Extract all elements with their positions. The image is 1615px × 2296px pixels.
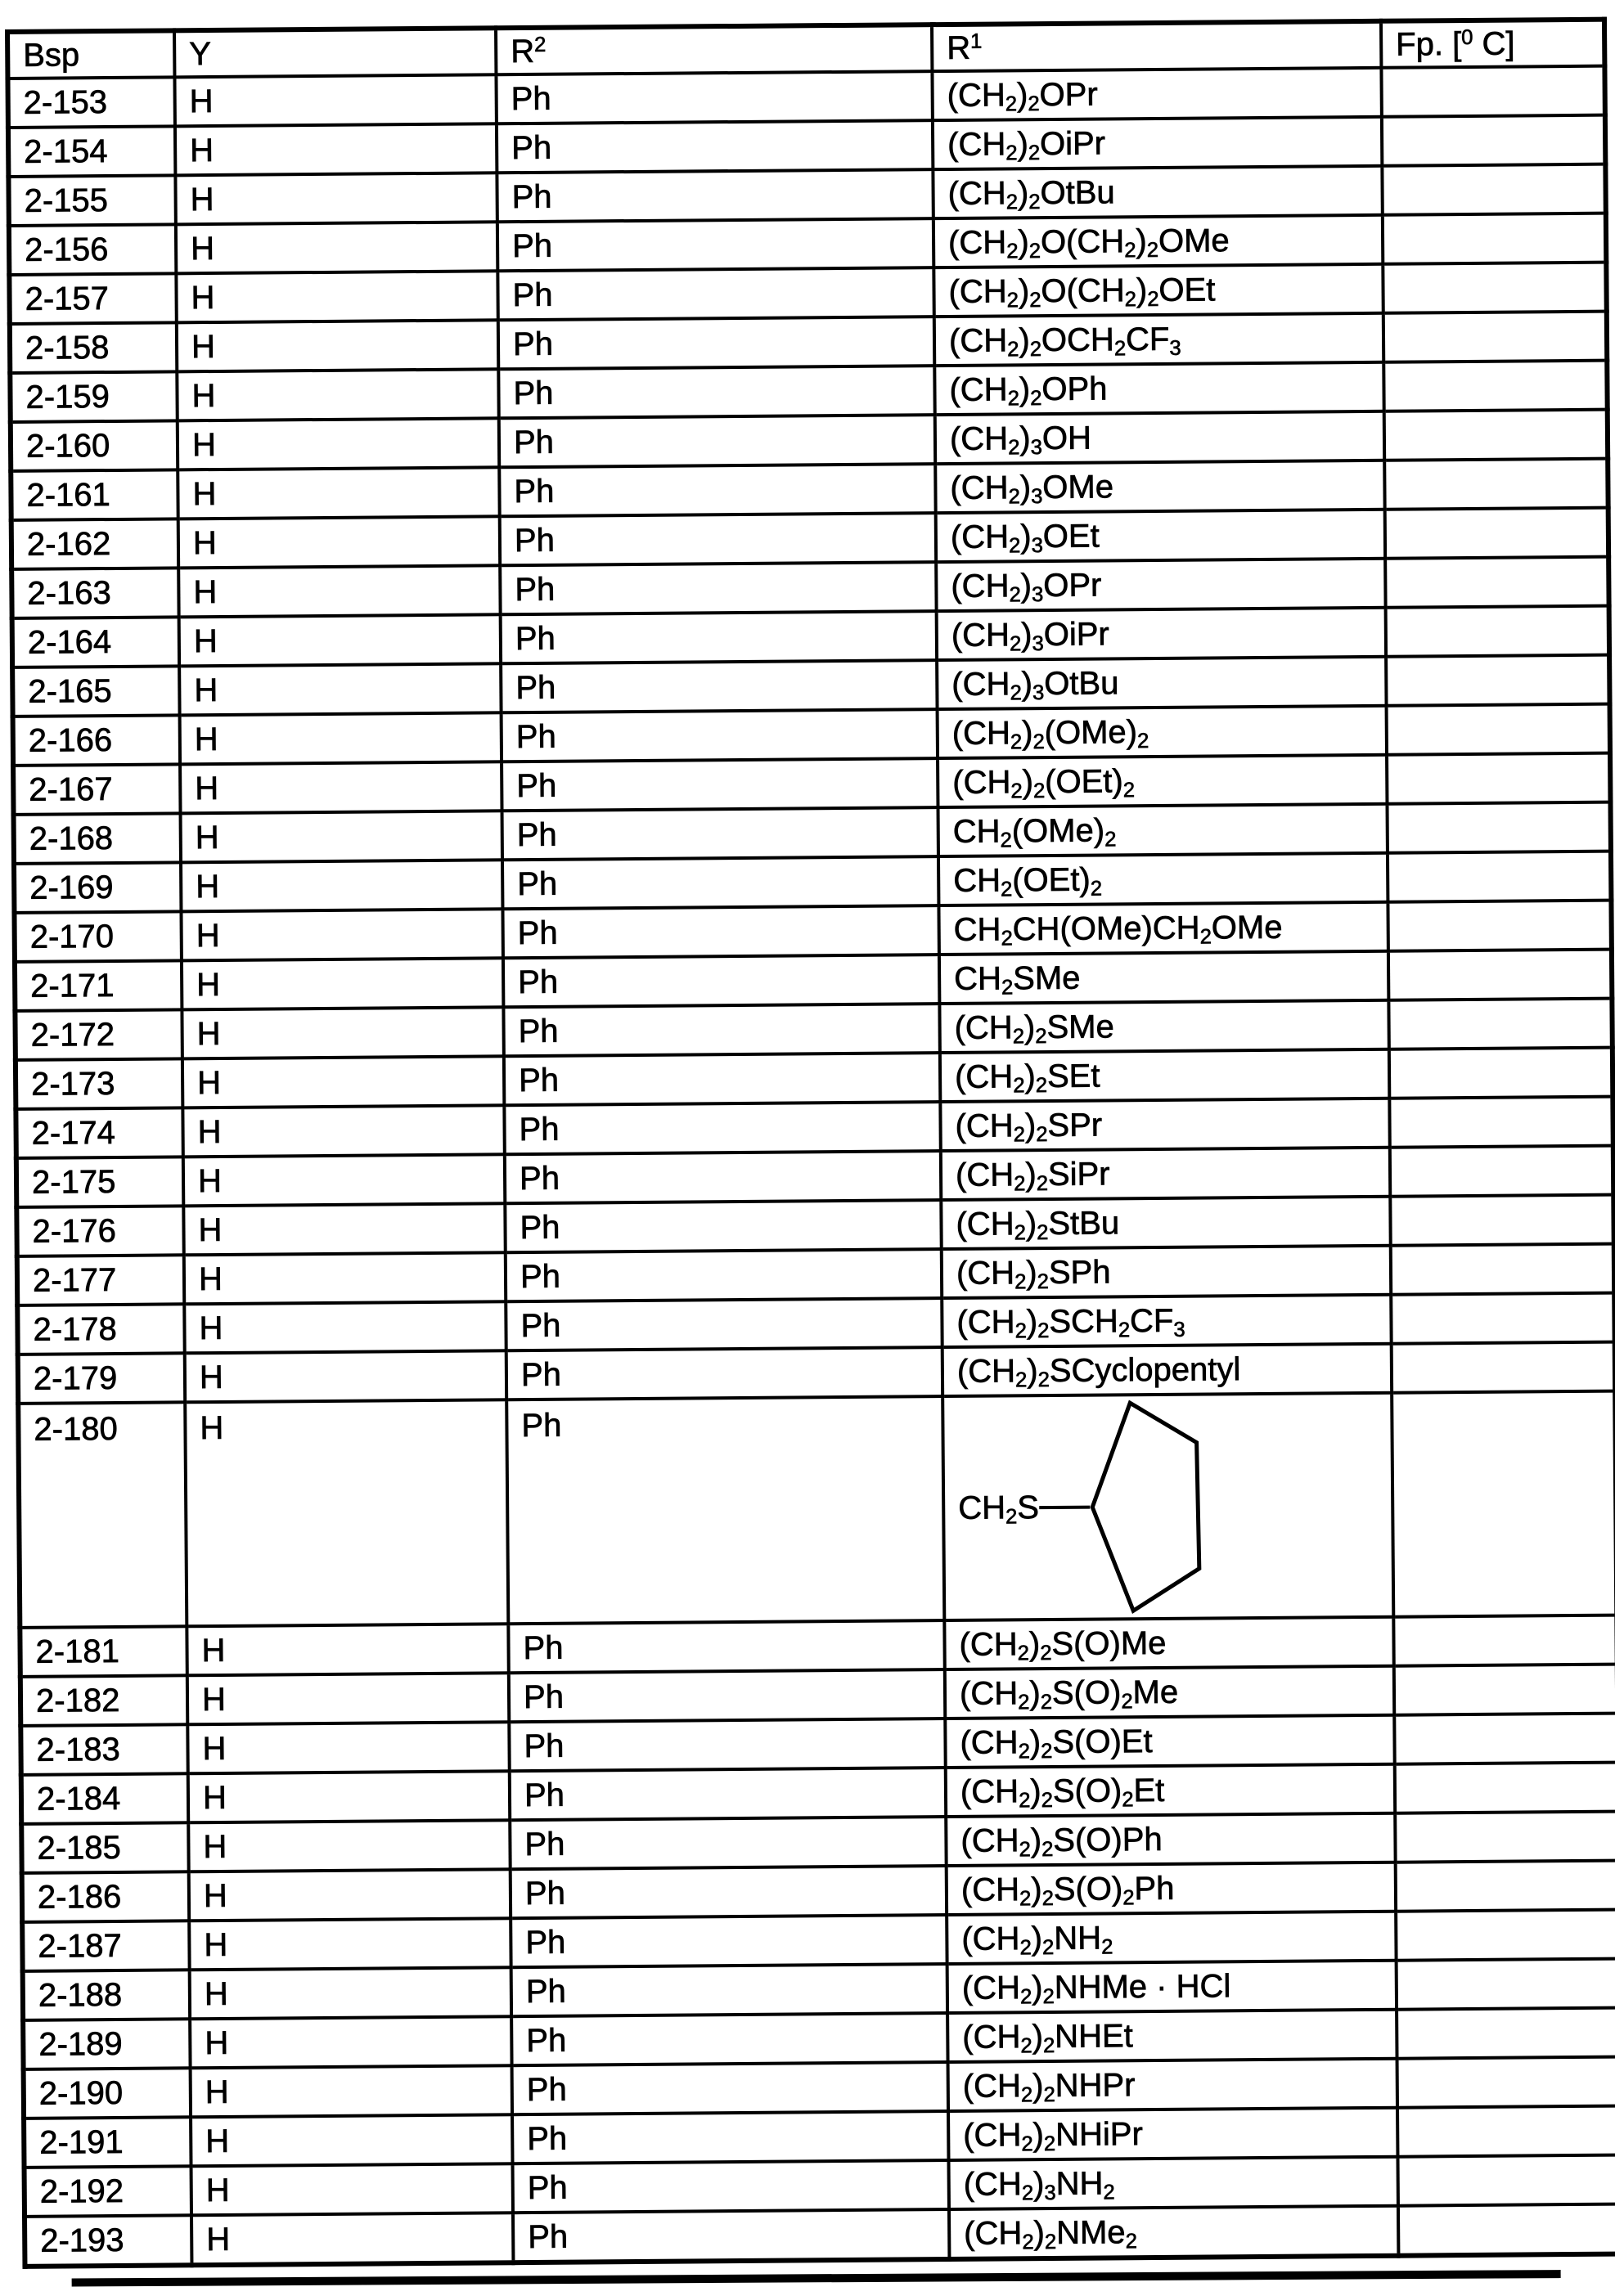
cell-y: H: [174, 74, 496, 126]
cell-r2: Ph: [497, 267, 933, 320]
cell-r1: $(CH_2)_2StBu$: [941, 1197, 1390, 1249]
cell-r2: Ph: [511, 1866, 947, 1918]
cell-r1: $(CH_2)_2OPh$: [934, 362, 1383, 415]
cell-y: H: [189, 1869, 511, 1921]
cell-y: H: [175, 173, 497, 224]
cell-r2: Ph: [511, 2013, 947, 2065]
cell-fp: [1386, 606, 1609, 657]
cell-y: H: [187, 1673, 509, 1724]
cell-y: H: [185, 1350, 506, 1402]
cell-bsp: 2-177: [17, 1255, 184, 1305]
cell-fp: [1385, 557, 1608, 608]
cell-r2: Ph: [502, 856, 938, 909]
cell-fp: [1382, 164, 1605, 215]
cell-bsp: 2-175: [16, 1157, 183, 1207]
cell-y: H: [177, 320, 498, 371]
cell-r2: Ph: [502, 709, 938, 762]
cell-bsp: 2-160: [11, 420, 178, 471]
cell-bsp: 2-187: [22, 1921, 189, 1971]
bond-line: [1039, 1506, 1090, 1509]
cell-fp: [1397, 2155, 1615, 2206]
cell-r1: $(CH_2)_2OiPr$: [933, 117, 1382, 169]
cell-bsp: 2-161: [11, 470, 178, 520]
cell-r1: [942, 1393, 1393, 1620]
compound-table: [5, 17, 1615, 2269]
cell-fp: [1389, 1048, 1613, 1099]
cell-r1: $(CH_2)_2S(O)Me$: [944, 1617, 1393, 1669]
cell-bsp: 2-167: [13, 764, 180, 815]
cell-y: H: [191, 2065, 512, 2117]
cell-bsp: 2-166: [13, 715, 180, 766]
cell-bsp: 2-154: [8, 126, 175, 177]
cell-bsp: 2-164: [12, 617, 179, 667]
cell-y: H: [178, 565, 500, 617]
cell-y: H: [179, 614, 501, 666]
cell-bsp: 2-179: [18, 1353, 185, 1404]
cell-y: H: [190, 2016, 511, 2068]
cell-y: H: [179, 663, 501, 715]
cell-r2: Ph: [504, 1102, 940, 1154]
cell-y: H: [182, 1056, 504, 1108]
cell-y: H: [185, 1400, 508, 1626]
cell-r1: $(CH_2)_2NH_2$: [947, 1912, 1396, 1964]
cell-r2: Ph: [499, 415, 935, 467]
cell-fp: [1391, 1293, 1614, 1344]
cell-bsp: 2-185: [21, 1822, 188, 1873]
cell-y: H: [191, 2163, 513, 2215]
cell-y: H: [183, 1154, 505, 1206]
cell-bsp: 2-173: [16, 1058, 182, 1109]
cell-r2: Ph: [506, 1298, 942, 1350]
cell-fp: [1392, 1391, 1615, 1617]
cell-y: H: [181, 811, 502, 862]
cell-r1: $(CH_2)_2NHiPr$: [948, 2108, 1397, 2160]
cell-r1: $(CH_2)_2SPr$: [940, 1099, 1389, 1151]
cell-y: H: [182, 958, 503, 1009]
cell-bsp: 2-159: [10, 371, 177, 422]
cell-r2: Ph: [505, 1151, 941, 1203]
cell-r1: $(CH_2)_2S(O)_2Et$: [946, 1764, 1395, 1817]
cell-bsp: 2-190: [24, 2068, 191, 2119]
cell-y: H: [181, 909, 502, 960]
cell-bsp: 2-170: [14, 911, 181, 962]
cell-bsp: 2-157: [9, 273, 176, 324]
cell-y: H: [180, 712, 502, 764]
cell-y: H: [182, 1105, 504, 1157]
cell-fp: [1397, 2106, 1615, 2157]
cell-fp: [1387, 802, 1610, 853]
cell-y: H: [178, 418, 499, 470]
cell-r2: Ph: [510, 1768, 946, 1820]
cell-r1: $(CH_2)_3OtBu$: [937, 657, 1386, 709]
cell-r2: Ph: [503, 955, 939, 1007]
cell-r1: $(CH_2)_2S(O)_2Me$: [945, 1666, 1394, 1719]
cell-y: H: [190, 1967, 511, 2019]
cell-fp: [1388, 901, 1611, 951]
cell-fp: [1383, 312, 1607, 362]
cell-y: H: [178, 516, 500, 568]
cell-r1: $(CH_2)_2SEt$: [940, 1049, 1389, 1102]
cell-r2: Ph: [511, 1964, 947, 2016]
cell-y: H: [182, 1007, 503, 1058]
cell-fp: [1389, 1097, 1613, 1148]
chemical-structure: [957, 1400, 1388, 1614]
cell-bsp: 2-169: [14, 862, 181, 913]
cell-r1: $(CH_2)_2SCyclopentyl$: [942, 1344, 1392, 1396]
cell-fp: [1387, 704, 1610, 755]
cell-bsp: 2-189: [23, 2019, 190, 2069]
cell-bsp: 2-153: [7, 77, 174, 128]
cell-bsp: 2-186: [22, 1871, 189, 1922]
formula-prefix: $CH_2S$: [958, 1489, 1040, 1529]
cell-r2: Ph: [497, 169, 933, 222]
cell-r2: Ph: [499, 464, 935, 516]
cell-bsp: 2-193: [25, 2215, 191, 2267]
table-row: [18, 1391, 1615, 1628]
cell-r1: $(CH_2)_2(OMe)_2$: [938, 706, 1387, 758]
cell-fp: [1390, 1146, 1613, 1197]
cell-r2: Ph: [510, 1817, 946, 1869]
cell-r1: $(CH_2)_2SiPr$: [941, 1148, 1390, 1200]
cell-r1: $(CH_2)_2S(O)Ph$: [946, 1813, 1395, 1866]
cell-fp: [1390, 1195, 1613, 1246]
cell-bsp: 2-181: [20, 1626, 187, 1677]
cell-r1: $(CH_2)_2OCH_2CF_3$: [934, 313, 1383, 366]
cell-bsp: 2-156: [9, 224, 176, 275]
cell-y: H: [191, 2213, 513, 2265]
cell-r2: Ph: [506, 1396, 944, 1624]
cell-bsp: 2-171: [15, 960, 182, 1011]
col-header-fp: Fp. [$^0$ C]: [1381, 20, 1604, 68]
cell-y: H: [178, 467, 499, 519]
cell-fp: [1397, 1959, 1615, 2010]
cell-fp: [1393, 1615, 1615, 1666]
cell-r1: $(CH_2)_3OPr$: [936, 559, 1385, 611]
cell-y: H: [184, 1301, 506, 1353]
cell-r2: Ph: [500, 562, 936, 614]
cell-bsp: 2-158: [10, 322, 177, 373]
cell-bsp: 2-165: [12, 666, 179, 717]
table-body: [7, 66, 1615, 2267]
cell-r2: Ph: [512, 2111, 948, 2163]
cell-r1: $(CH_2)_3OMe$: [935, 461, 1384, 513]
cell-r1: $(CH_2)_2SMe$: [939, 1000, 1388, 1053]
cell-fp: [1385, 508, 1608, 559]
cell-fp: [1381, 66, 1604, 117]
cell-r1: $CH_2SMe$: [939, 951, 1388, 1004]
cell-bsp: 2-180: [18, 1402, 187, 1628]
cell-r2: Ph: [509, 1719, 945, 1771]
cell-r1: $CH_2CH(OMe)CH_2OMe$: [938, 902, 1388, 955]
cell-r1: $(CH_2)_2O(CH_2)_2OEt$: [933, 264, 1383, 317]
cell-bsp: 2-168: [14, 813, 181, 864]
cell-bsp: 2-191: [24, 2117, 191, 2168]
cell-r1: $(CH_2)_2SCH_2CF_3$: [942, 1295, 1391, 1347]
cell-r1: $(CH_2)_2NHEt$: [947, 2010, 1397, 2062]
cell-r2: Ph: [498, 317, 934, 369]
cell-bsp: 2-176: [16, 1206, 183, 1256]
cell-y: H: [176, 271, 497, 322]
cell-r2: Ph: [505, 1200, 941, 1252]
cell-r2: Ph: [498, 366, 934, 418]
cell-bsp: 2-183: [20, 1724, 187, 1775]
cell-fp: [1398, 2204, 1615, 2256]
cell-r1: $(CH_2)_3NH_2$: [948, 2157, 1397, 2209]
cell-r1: $(CH_2)_3OEt$: [936, 510, 1385, 562]
cell-bsp: 2-155: [8, 175, 175, 226]
cell-r2: Ph: [497, 218, 933, 271]
scan-skew-wrapper: [5, 17, 1615, 2289]
cell-r2: Ph: [512, 2062, 948, 2114]
cell-r2: Ph: [496, 71, 932, 124]
cell-y: H: [177, 369, 498, 420]
cell-r1: $(CH_2)_2SPh$: [942, 1246, 1391, 1298]
cell-fp: [1384, 459, 1608, 510]
cyclopentane-ring-drawing: [1089, 1400, 1205, 1615]
col-header-y: Y: [174, 28, 496, 77]
cell-r2: Ph: [502, 807, 938, 860]
cell-r2: Ph: [501, 611, 937, 663]
cell-fp: [1388, 999, 1612, 1049]
cell-y: H: [175, 124, 497, 175]
cell-r1: $(CH_2)_2S(O)_2Ph$: [947, 1862, 1396, 1915]
cell-fp: [1394, 1714, 1615, 1764]
cell-fp: [1387, 753, 1610, 804]
cell-y: H: [181, 860, 502, 911]
cell-y: H: [187, 1624, 508, 1675]
cell-fp: [1394, 1665, 1615, 1715]
cell-r2: Ph: [502, 905, 938, 958]
cell-bsp: 2-172: [15, 1009, 182, 1060]
cell-fp: [1383, 263, 1606, 313]
cell-r1: $(CH_2)_2S(O)Et$: [945, 1715, 1394, 1768]
cell-r1: $(CH_2)_3OH$: [935, 411, 1384, 464]
cell-y: H: [188, 1820, 510, 1871]
cell-r2: Ph: [500, 513, 936, 565]
cell-fp: [1396, 1861, 1615, 1912]
col-header-r2: $R^2$: [496, 25, 932, 74]
cell-fp: [1383, 361, 1607, 411]
cell-fp: [1386, 655, 1609, 706]
cell-fp: [1395, 1763, 1615, 1813]
cell-r1: $(CH_2)_2(OEt)_2$: [938, 755, 1387, 807]
cell-y: H: [189, 1918, 511, 1970]
cell-r1: $(CH_2)_3OiPr$: [937, 608, 1386, 660]
cell-fp: [1388, 950, 1612, 1000]
cell-r1: $(CH_2)_2NMe_2$: [949, 2206, 1398, 2259]
cell-bsp: 2-163: [11, 568, 178, 618]
col-header-r1: $R^1$: [932, 21, 1381, 71]
cell-r1: $(CH_2)_2OtBu$: [933, 166, 1382, 218]
cell-fp: [1388, 851, 1611, 902]
cell-fp: [1382, 115, 1605, 166]
scan-bottom-edge: [72, 2270, 1561, 2286]
cell-fp: [1384, 410, 1608, 461]
cell-r2: Ph: [508, 1620, 944, 1673]
cell-r1: $(CH_2)_2NHMe$ · HCl: [947, 1961, 1397, 2013]
cell-r2: Ph: [504, 1053, 940, 1105]
cell-y: H: [176, 222, 497, 273]
cell-bsp: 2-192: [25, 2166, 191, 2217]
col-header-bsp: Bsp: [7, 30, 174, 79]
cell-r1: $CH_2(OEt)_2$: [938, 853, 1388, 905]
cell-fp: [1395, 1812, 1615, 1862]
cell-y: H: [180, 762, 502, 813]
cell-y: H: [188, 1771, 510, 1822]
cell-fp: [1392, 1342, 1615, 1393]
cell-fp: [1383, 213, 1606, 264]
cell-r2: Ph: [502, 758, 938, 811]
cell-r2: Ph: [506, 1347, 942, 1400]
cell-bsp: 2-188: [23, 1970, 190, 2020]
cell-bsp: 2-174: [16, 1108, 182, 1158]
cell-r2: Ph: [513, 2160, 949, 2213]
cell-r1: $(CH_2)_2OPr$: [932, 68, 1381, 120]
cell-bsp: 2-162: [11, 519, 178, 569]
cell-y: H: [187, 1722, 509, 1773]
cell-bsp: 2-178: [17, 1304, 184, 1355]
cell-r2: Ph: [503, 1004, 939, 1056]
cell-y: H: [183, 1203, 505, 1255]
cell-y: H: [184, 1252, 506, 1304]
cell-r2: Ph: [511, 1915, 947, 1967]
cell-fp: [1397, 2008, 1615, 2059]
cell-r1: $CH_2(OMe)_2$: [938, 804, 1388, 856]
cell-fp: [1396, 1910, 1615, 1961]
cell-r2: Ph: [513, 2209, 949, 2262]
cell-fp: [1391, 1244, 1614, 1295]
cell-bsp: 2-182: [20, 1675, 187, 1726]
cell-r1: $(CH_2)_2O(CH_2)_2OMe$: [933, 215, 1383, 267]
cell-r2: Ph: [506, 1249, 942, 1301]
cell-r2: Ph: [509, 1669, 945, 1722]
cell-fp: [1397, 2057, 1615, 2108]
cell-r2: Ph: [497, 120, 933, 173]
cell-r2: Ph: [501, 660, 937, 712]
cell-r1: $(CH_2)_2NHPr$: [948, 2059, 1397, 2111]
cell-y: H: [191, 2114, 512, 2166]
cell-bsp: 2-184: [21, 1773, 188, 1824]
